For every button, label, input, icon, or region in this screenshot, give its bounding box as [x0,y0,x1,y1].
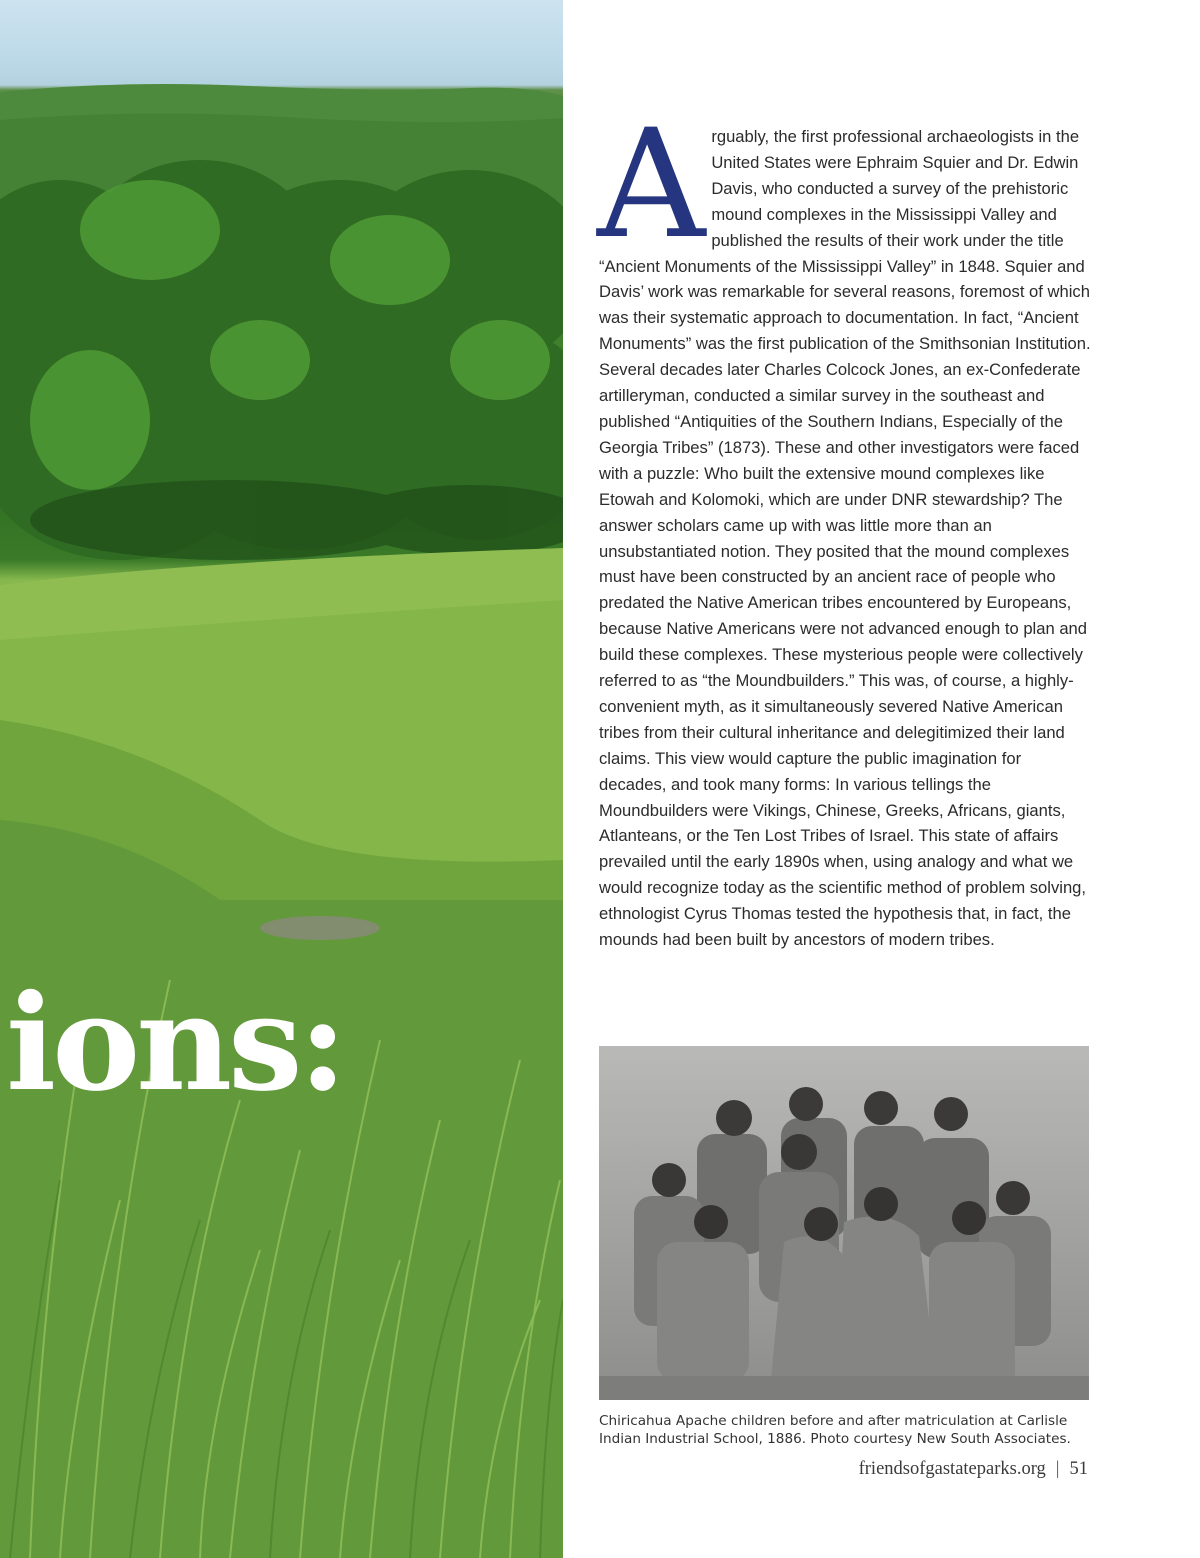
display-heading-fragment: ions: [6,966,344,1121]
group-portrait-illustration [599,1046,1089,1400]
historic-group-photo [599,1046,1089,1400]
article-body [597,98,1091,953]
landscape-illustration [0,0,563,1558]
footer-website: friendsofgastateparks.org [858,1459,1046,1479]
photo-caption: Chiricahua Apache children before and after matriculation at Carlisle Indian Industrial School, 1886. Photo courtesy New South Associates. [599,1413,1071,1447]
footer-separator: | [1055,1459,1060,1479]
landscape-photo [0,0,563,1558]
drop-cap: A [597,98,706,272]
article-paragraph: rguably, the first professional archaeologists in the United States were Ephraim Squier and Dr. Edwin Davis, who conducted a survey of the prehistoric mound complexes in the Mississippi Valley and published the results of their work under the title “Ancient Monuments of the Mississippi Valley” in 1848. Squier and Davis’ work was remarkable for several reasons, foremost of which was their systematic approach to documentation. In fact, “Ancient Monuments” was the first publication of the Smithsonian Institution. Several decades later Charles Colcock Jones, an ex-Confederate artilleryman, conducted a similar survey in the southeast and published “Antiquities of the Southern Indians, Especially of the Georgia Tribes” (1873). These and other investigators were faced with a puzzle: Who built the extensive mound complexes like Etowah and Kolomoki, which are under DNR stewardship? The answer scholars came up with was little more than an unsubstantiated notion. They posited that the mound complexes must have been constructed by an ancient race of people who predated the Native American tribes encountered by Europeans, because Native Americans were not advanced enough to plan and build these complexes. These mysterious people were collectively referred to as “the Moundbuilders.” This was, of course, a highly-convenient myth, as it simultaneously severed Native American tribes from their cultural inheritance and delegitimized their land claims. This view would capture the public imagination for decades, and took many forms: In various tellings the Moundbuilders were Vikings, Chinese, Greeks, Africans, giants, Atlanteans, or the Ten Lost Tribes of Israel. This state of affairs prevailed until the early 1890s when, using analogy and what we would recognize today as the scientific method of problem solving, ethnologist Cyrus Thomas tested the hypothesis that, in fact, the mounds had been built by ancestors of modern tribes. [599,127,1091,950]
page-footer [859,1459,1088,1480]
page-number: 51 [1069,1459,1088,1479]
